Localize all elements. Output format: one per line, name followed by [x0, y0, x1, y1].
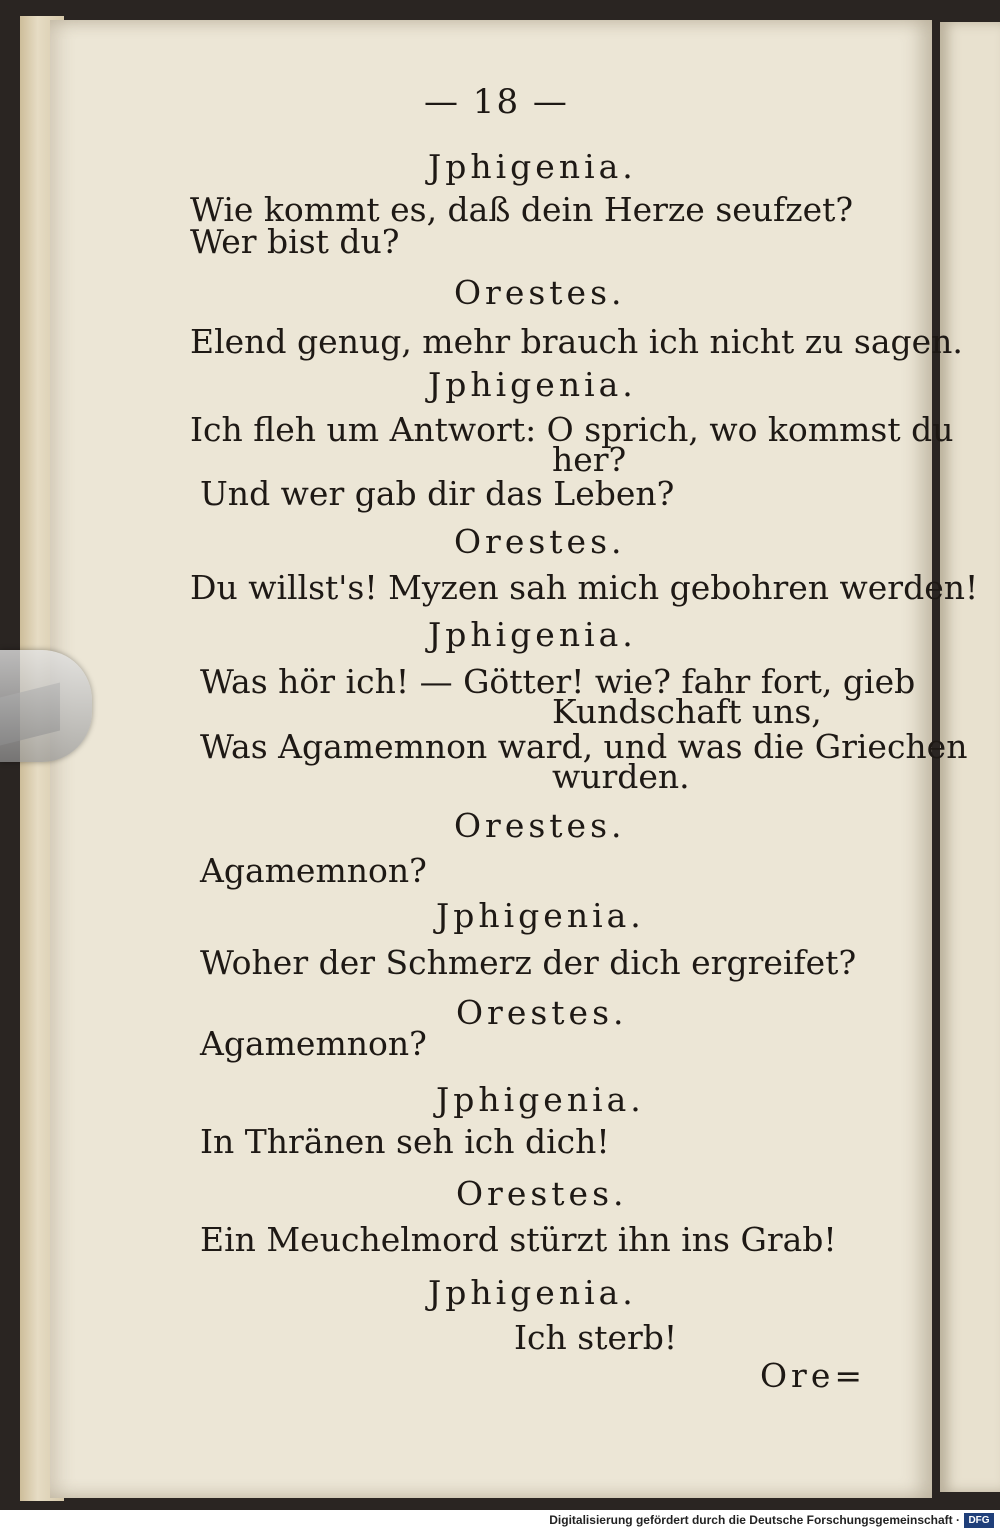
verse-line: Ich sterb!	[514, 1318, 678, 1357]
speaker-iphigenia: Jphigenia.	[428, 615, 637, 654]
verse-line: In Thränen seh ich dich!	[200, 1122, 610, 1161]
verse-line: Du willst's! Myzen sah mich gebohren werden!	[190, 568, 979, 607]
speaker-orestes: Orestes.	[454, 806, 626, 845]
verse-line-continuation: her?	[552, 440, 627, 479]
digitization-footer	[0, 1510, 1000, 1531]
catchword: Ore=	[760, 1356, 867, 1395]
verse-line: Elend genug, mehr brauch ich nicht zu sagen.	[190, 322, 963, 361]
verse-line: Ich fleh um Antwort: O sprich, wo kommst du	[190, 410, 954, 449]
verse-line: Woher der Schmerz der dich ergreifet?	[200, 943, 857, 982]
verse-line: Wie kommt es, daß dein Herze seufzet?	[190, 190, 854, 229]
speaker-iphigenia: Jphigenia.	[428, 1273, 637, 1312]
verse-line-continuation: Kundschaft uns,	[552, 692, 822, 731]
speaker-iphigenia: Jphigenia.	[428, 147, 637, 186]
verse-line-continuation: wurden.	[552, 757, 690, 796]
verse-line: Agamemnon?	[200, 1024, 427, 1063]
speaker-iphigenia: Jphigenia.	[436, 896, 645, 935]
verse-line: Was Agamemnon ward, und was die Griechen	[200, 727, 968, 766]
speaker-orestes: Orestes.	[456, 1174, 628, 1213]
verse-line: Und wer gab dir das Leben?	[200, 474, 675, 513]
speaker-iphigenia: Jphigenia.	[428, 365, 637, 404]
speaker-iphigenia: Jphigenia.	[436, 1080, 645, 1119]
funding-credit: Digitalisierung gefördert durch die Deutsche Forschungsgemeinschaft ·	[549, 1513, 960, 1527]
page-number: — 18 —	[424, 82, 569, 122]
verse-line: Ein Meuchelmord stürzt ihn ins Grab!	[200, 1220, 837, 1259]
verse-line: Was hör ich! — Götter! wie? fahr fort, gieb	[200, 662, 916, 701]
verse-line: Agamemnon?	[200, 851, 427, 890]
page-clip	[0, 650, 92, 762]
verse-line: Wer bist du?	[190, 222, 400, 261]
dfg-logo-icon: DFG	[964, 1513, 994, 1528]
speaker-orestes: Orestes.	[456, 993, 628, 1032]
speaker-orestes: Orestes.	[454, 273, 626, 312]
speaker-orestes: Orestes.	[454, 522, 626, 561]
